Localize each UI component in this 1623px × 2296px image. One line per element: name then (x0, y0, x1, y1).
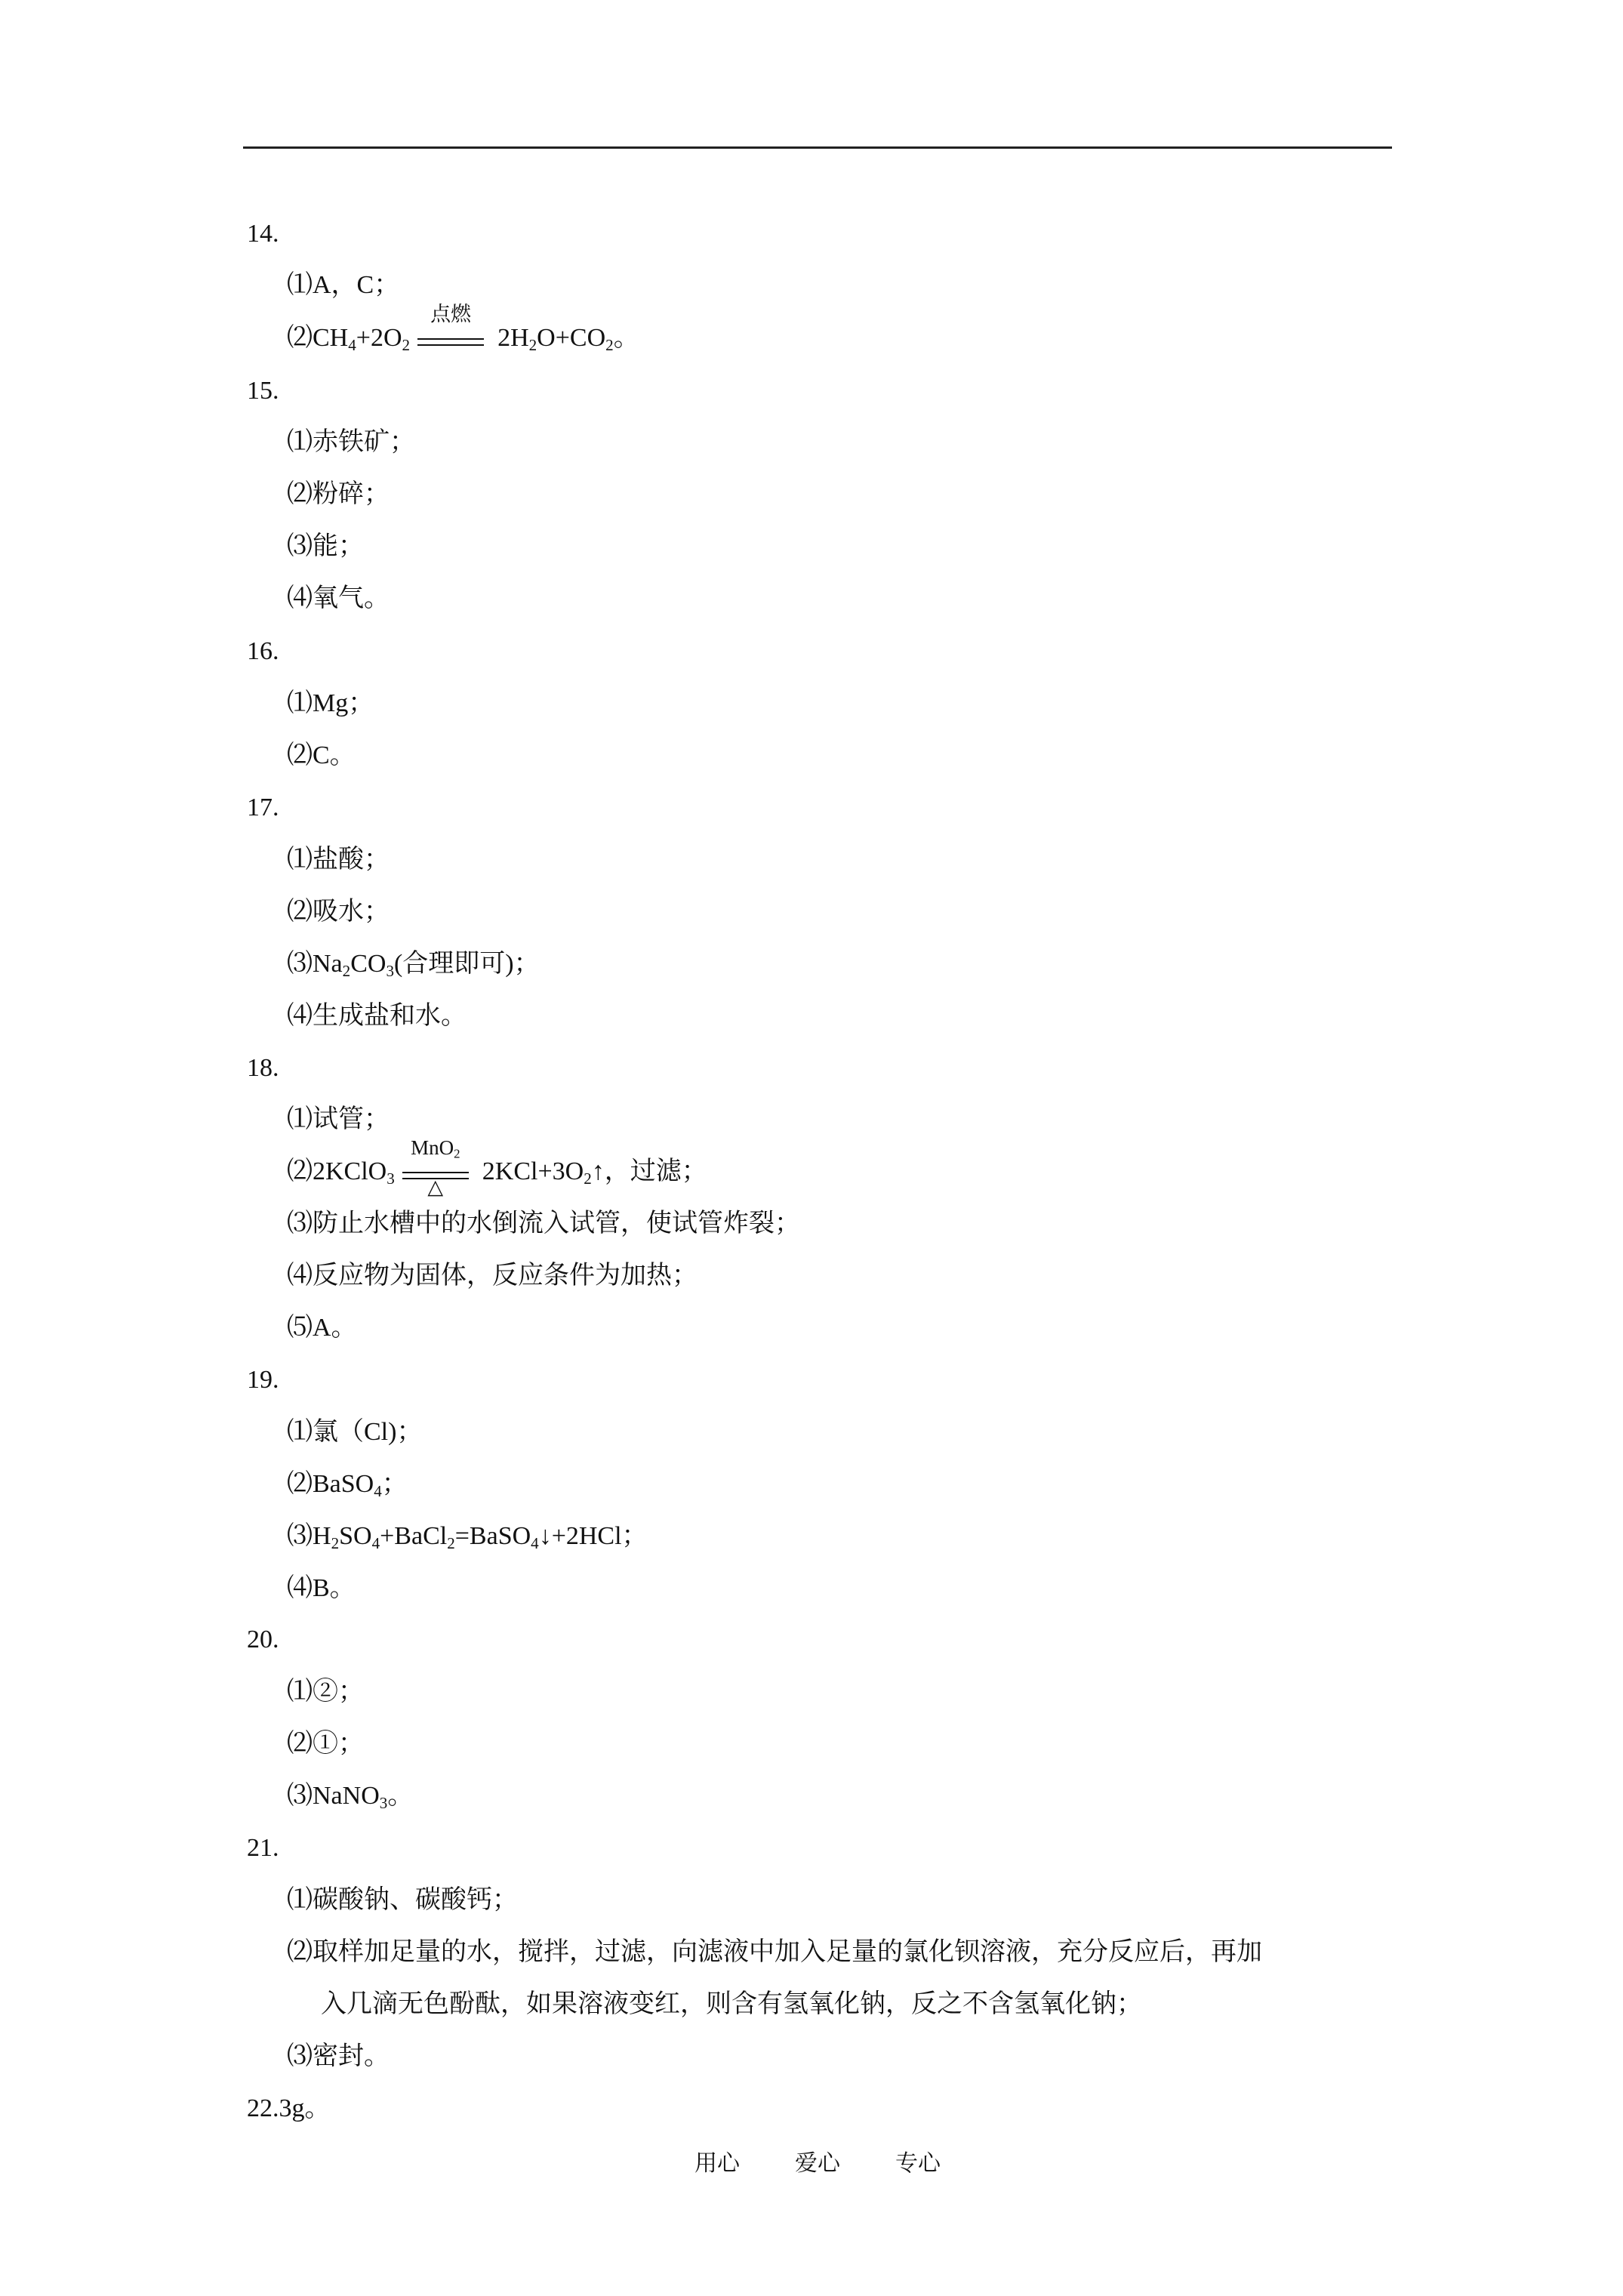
reaction-condition: 点燃 (417, 323, 484, 353)
answer-line: ⑴碳酸钠、碳酸钙； (287, 1886, 518, 1914)
question-number: 18. (247, 1054, 279, 1082)
answer-line: ⑴赤铁矿； (287, 428, 415, 456)
answer-line: ⑵BaSO$_4$； (287, 1470, 408, 1500)
question-number: 15. (247, 377, 279, 405)
answer-line: ⑴氯（Cl)； (287, 1418, 423, 1446)
answer-line: ⑶NaNO$_3$。 (287, 1782, 414, 1812)
answer-line: ⑷氧气。 (287, 584, 390, 612)
answer-line: ⑴②； (287, 1678, 364, 1706)
question-number: 17. (247, 794, 279, 821)
header-rule (243, 146, 1392, 149)
question-number: 20. (247, 1626, 279, 1653)
equation-line: ⑵2KClO$_3$ MnO$_2$ △ $2KCl+3O_2↑$，过滤； (287, 1136, 707, 1198)
answer-line-continued: 入几滴无色酚酞，如果溶液变红，则含有氢氧化钠，反之不含氢氧化钠； (321, 1990, 1142, 2018)
answer-line: ⑵粉碎； (287, 480, 390, 508)
answer-line: ⑷B。 (287, 1574, 356, 1602)
equation-line: $⑵CH_4+2O_2$ 点燃 $2H_2O+CO_2$。 (287, 303, 639, 354)
question-number: 16. (247, 637, 279, 665)
footer-word: 用心 (694, 2151, 740, 2176)
footer-word: 爱心 (795, 2151, 840, 2176)
question-number: 19. (247, 1366, 279, 1394)
answer-line: ⑸A。 (287, 1314, 357, 1342)
answer-line: ⑴A，C； (287, 271, 400, 299)
question-answer: 22.3g。 (247, 2094, 331, 2122)
answer-line: ⑶能； (287, 532, 364, 560)
question-number: 21. (247, 1834, 279, 1862)
reaction-condition: MnO$_2$ △ (402, 1157, 469, 1187)
answer-line: ⑶密封。 (287, 2042, 390, 2070)
answer-line: ⑷反应物为固体，反应条件为加热； (287, 1262, 698, 1290)
answer-line: ⑴试管； (287, 1105, 390, 1133)
footer-word: 专心 (895, 2151, 941, 2176)
answer-line: ⑵吸水； (287, 898, 390, 926)
answer-line: ⑵取样加足量的水，搅拌，过滤，向滤液中加入足量的氯化钡溶液，充分反应后，再加 (287, 1938, 1262, 1966)
answer-line: ⑵①； (287, 1730, 364, 1758)
answer-line: $⑶Na_2CO_3$(合理即可)； (287, 950, 540, 980)
answer-line: ⑶防止水槽中的水倒流入试管，使试管炸裂； (287, 1210, 800, 1237)
answer-line: ⑴Mg； (287, 689, 374, 717)
equation-line: $⑶H_2SO_4+BaCl_2=BaSO_4↓+2HCl$； (287, 1522, 648, 1552)
answer-line: ⑷生成盐和水。 (287, 1002, 467, 1030)
answer-line: ⑴盐酸； (287, 846, 390, 874)
question-number: 14. (247, 220, 279, 248)
answer-line: ⑵C。 (287, 741, 356, 769)
